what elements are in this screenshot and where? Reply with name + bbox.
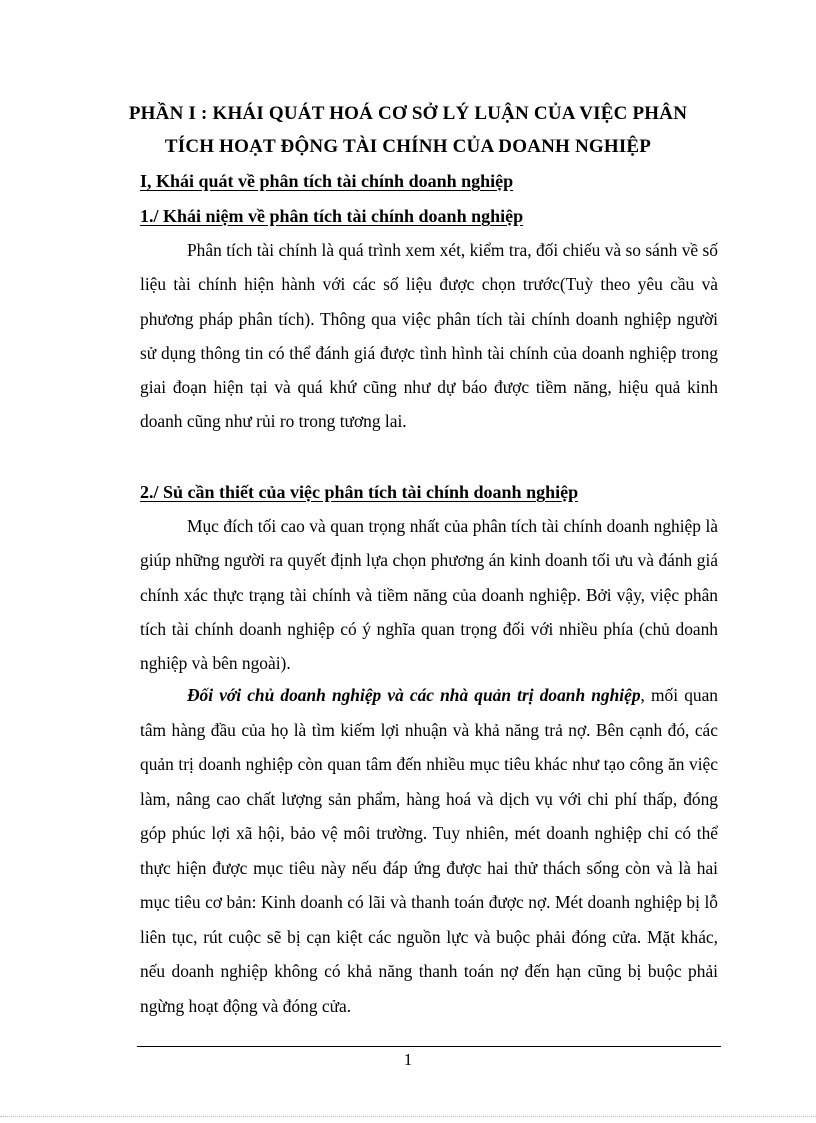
page-bottom-dotted-line	[0, 1116, 816, 1117]
page-number: 1	[403, 1050, 413, 1069]
subsection-1-paragraph: Phân tích tài chính là quá trình xem xét, kiểm tra, đối chiếu và so sánh về số liệu tài chính hiện hành với các số liệu được chọn trước(Tuỳ theo yêu cầu và phương pháp phân tích). Thông qua việc phân tích tài chính doanh nghiệp người sử dụng thông tin có thể đánh giá được tình hình tài chính của doanh nghiệp trong giai đoạn hiện tại và quá khứ cũng như dự báo được tiềm năng, hiệu quả kinh doanh cũng như rủi ro trong tương lai.	[140, 240, 718, 432]
part-title-line-1: PHẦN I : KHÁI QUÁT HOÁ CƠ SỞ LÝ LUẬN CỦA VIỆC PHÂN	[128, 103, 688, 124]
footer-divider	[137, 1046, 721, 1047]
section-heading: I, Khái quát về phân tích tài chính doanh nghiệp	[140, 171, 514, 191]
subsection-1-heading: 1./ Khái niệm về phân tích tài chính doanh nghiệp	[140, 206, 524, 226]
subsection-2-heading: 2./ Sủ cần thiết của việc phân tích tài chính doanh nghiệp	[140, 482, 579, 502]
owner-managers-emphasis: Đối với chủ doanh nghiệp và các nhà quản trị doanh nghiệp	[187, 685, 641, 705]
owner-managers-text: , mối quan tâm hàng đầu của họ là tìm kiếm lợi nhuận và khả năng trả nợ. Bên cạnh đó, các quản trị doanh nghiệp còn quan tâm đến nhiều mục tiêu khác như tạo công ăn việc làm, nâng cao chất lượng sản phẩm, hàng hoá và dịch vụ với chi phí thấp, đóng góp phúc lợi xã hội, bảo vệ môi trường. Tuy nhiên, mét doanh nghiệp chỉ có thể thực hiện được mục tiêu này nếu đáp ứng được hai thử thách sống còn và là hai mục tiêu cơ bản: Kinh doanh có lãi và thanh toán được nợ. Mét doanh nghiệp bị lỗ liên tục, rút cuộc sẽ bị cạn kiệt các nguồn lực và buộc phải đóng cửa. Mặt khác, nếu doanh nghiệp không có khả năng thanh toán nợ đến hạn cũng bị buộc phải ngừng hoạt động và đóng cửa.	[140, 685, 718, 1016]
subsection-2-paragraph-1: Mục đích tối cao và quan trọng nhất của phân tích tài chính doanh nghiệp là giúp những người ra quyết định lựa chọn phương án kinh doanh tối ưu và đánh giá chính xác thực trạng tài chính và tiềm năng của doanh nghiệp. Bởi vậy, việc phân tích tài chính doanh nghiệp có ý nghĩa quan trọng đối với nhiều phía (chủ doanh nghiệp và bên ngoài).	[140, 516, 718, 674]
subsection-2-paragraph-2	[140, 678, 718, 1023]
part-title-line-2: TÍCH HOẠT ĐỘNG TÀI CHÍNH CỦA DOANH NGHIỆP	[164, 136, 652, 157]
